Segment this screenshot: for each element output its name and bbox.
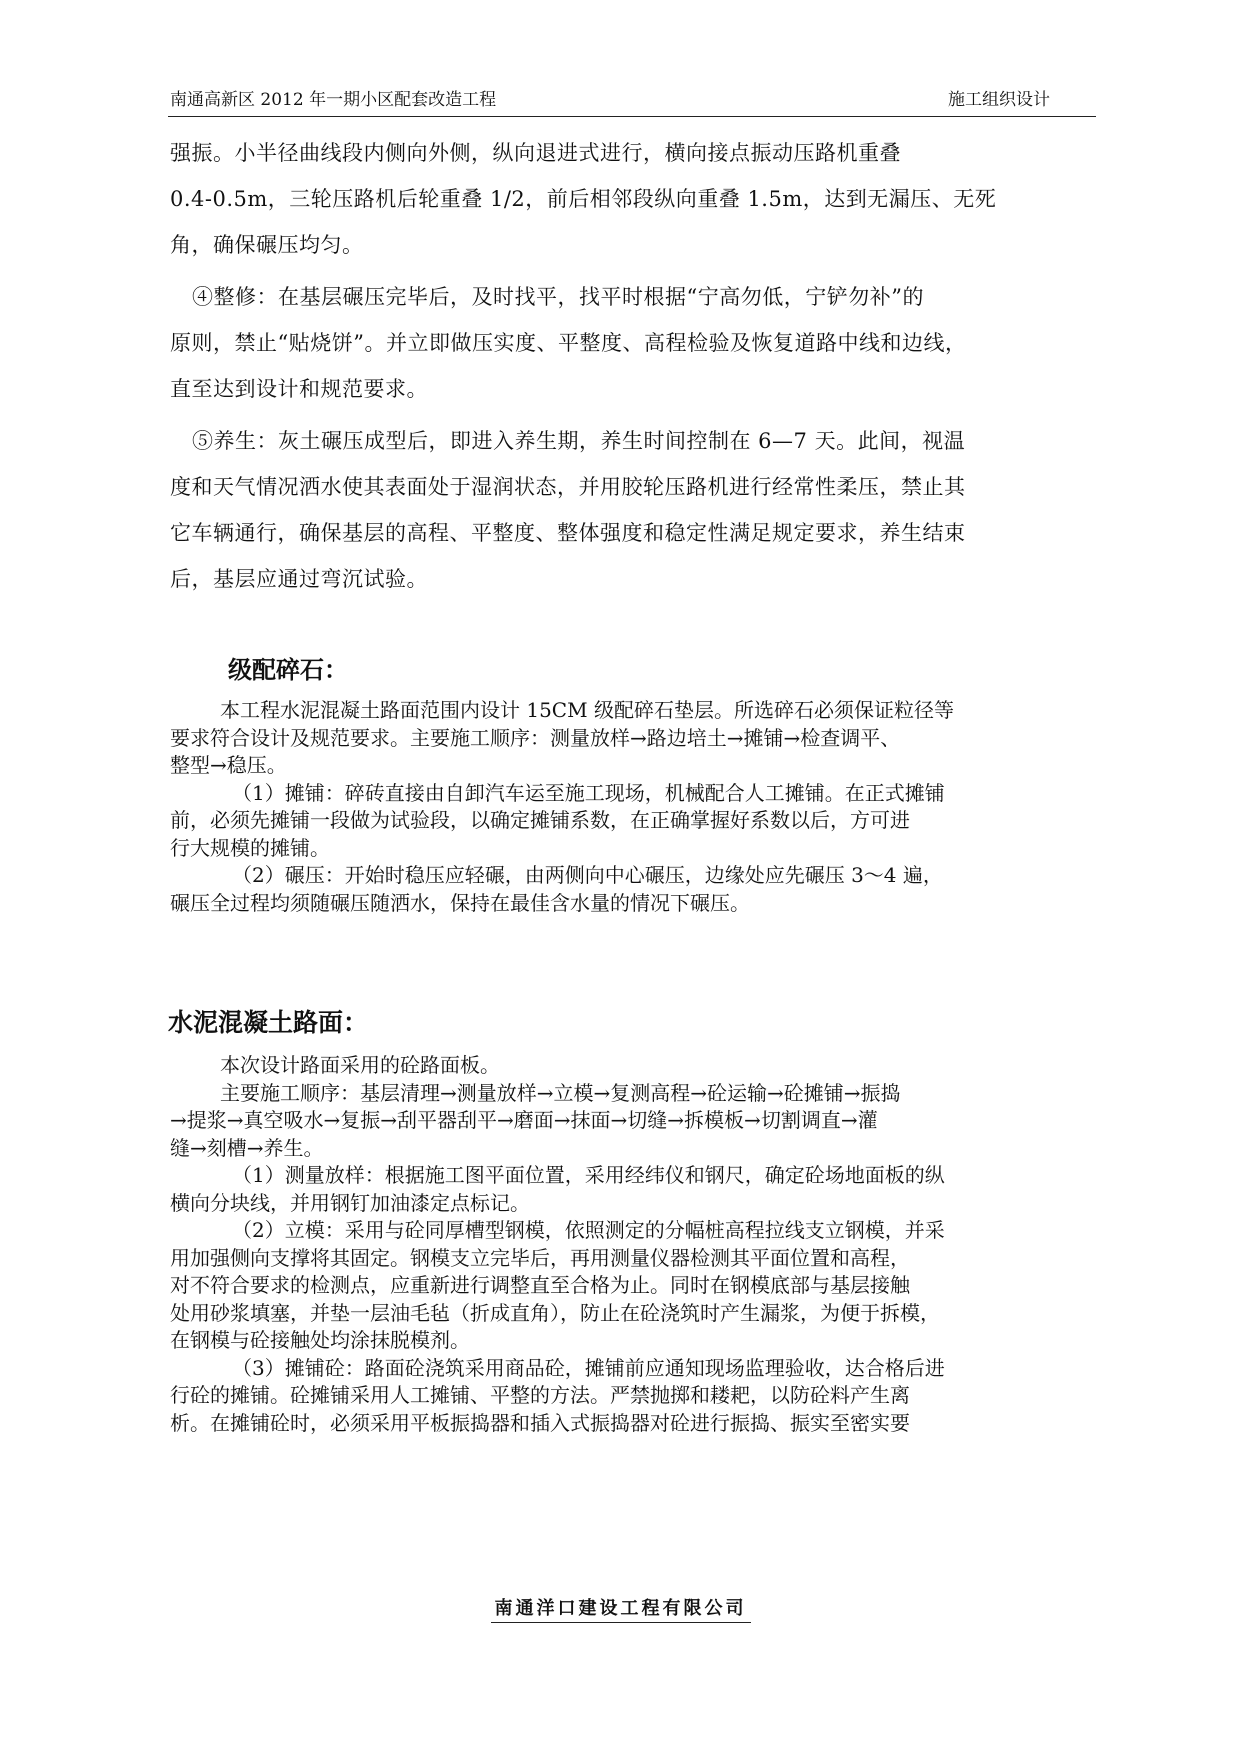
text-line: 要求符合设计及规范要求。主要施工顺序：测量放样→路边培土→摊铺→检查调平、 <box>170 725 901 750</box>
text-line: 在钢模与砼接触处均涂抹脱模剂。 <box>170 1328 470 1352</box>
footer-company-name: 南通洋口建设工程有限公司 <box>491 1594 751 1623</box>
text-line: 行砼的摊铺。砼摊铺采用人工摊铺、平整的方法。严禁抛掷和耧耙，以防砼料产生离 <box>170 1383 910 1407</box>
text-line: ④整修：在基层碾压完毕后，及时找平，找平时根据“宁高勿低，宁铲勿补”的 <box>192 285 924 309</box>
text-line: 处用砂浆填塞，并垫一层油毛毡（折成直角），防止在砼浇筑时产生漏浆，为便于拆模， <box>170 1300 940 1325</box>
text-line: 原则，禁止“贴烧饼”。并立即做压实度、平整度、高程检验及恢复道路中线和边线， <box>170 331 967 355</box>
text-line: （3）摊铺砼：路面砼浇筑采用商品砼，摊铺前应通知现场监理验收，达合格后进 <box>232 1355 945 1380</box>
text-line: 强振。小半径曲线段内侧向外侧，纵向退进式进行，横向接点振动压路机重叠 <box>170 141 901 165</box>
text-line: 度和天气情况洒水使其表面处于湿润状态，并用胶轮压路机进行经常性柔压，禁止其 <box>170 475 966 499</box>
text-line: →提浆→真空吸水→复振→刮平器刮平→磨面→抹面→切缝→拆模板→切割调直→灌 <box>170 1108 878 1132</box>
text-line: 缝→刻槽→养生。 <box>170 1135 324 1160</box>
header-doc-type: 施工组织设计 <box>948 90 1050 110</box>
section-heading-concrete-pavement: 水泥混凝土路面： <box>168 1008 369 1037</box>
section-graded-gravel-text <box>170 697 1098 917</box>
text-line: ⑤养生：灰土碾压成型后，即进入养生期，养生时间控制在 6—7 天。此间，视温 <box>192 429 966 453</box>
text-line: 角，确保碾压均匀。 <box>170 233 364 257</box>
text-line: 前，必须先摊铺一段做为试验段，以确定摊铺系数，在正确掌握好系数以后，方可进 <box>170 808 910 832</box>
text-line: 横向分块线，并用钢钉加油漆定点标记。 <box>170 1190 530 1215</box>
text-line: 后，基层应通过弯沉试验。 <box>170 567 428 591</box>
header-project-title: 南通高新区 2012 年一期小区配套改造工程 <box>170 90 497 110</box>
text-line: 碾压全过程均须随碾压随洒水，保持在最佳含水量的情况下碾压。 <box>170 890 750 915</box>
text-line: 整型→稳压。 <box>170 753 287 777</box>
text-line: 它车辆通行，确保基层的高程、平整度、整体强度和稳定性满足规定要求，养生结束 <box>170 521 966 545</box>
text-line: 本次设计路面采用的砼路面板。 <box>220 1053 500 1077</box>
text-line: 行大规模的摊铺。 <box>170 835 330 860</box>
text-line: （2）碾压：开始时稳压应轻碾，由两侧向中心碾压，边缘处应先碾压 3～4 遍， <box>232 863 943 887</box>
text-line: 析。在摊铺砼时，必须采用平板振捣器和插入式振捣器对砼进行振捣、振实至密实要 <box>170 1410 910 1435</box>
section-compaction-text <box>170 130 1098 602</box>
section-heading-graded-gravel: 级配碎石： <box>228 656 348 684</box>
text-line: 本工程水泥混凝土路面范围内设计 15CM 级配碎石垫层。所选碎石必须保证粒径等 <box>220 698 954 722</box>
text-line: 0.4-0.5m，三轮压路机后轮重叠 1/2，前后相邻段纵向重叠 1.5m，达到无漏压、无死 <box>170 187 997 211</box>
text-line: 主要施工顺序：基层清理→测量放样→立模→复测高程→砼运输→砼摊铺→振捣 <box>220 1080 901 1105</box>
text-line: 对不符合要求的检测点，应重新进行调整直至合格为止。同时在钢模底部与基层接触 <box>170 1273 910 1297</box>
page-footer <box>0 1594 1241 1623</box>
text-line: （2）立模：采用与砼同厚槽型钢模，依照测定的分幅桩高程拉线支立钢模，并采 <box>232 1218 945 1242</box>
section-concrete-pavement-text <box>170 1052 1098 1437</box>
page-header <box>168 88 1096 117</box>
text-line: （1）测量放样：根据施工图平面位置，采用经纬仪和钢尺，确定砼场地面板的纵 <box>232 1163 945 1187</box>
text-line: 直至达到设计和规范要求。 <box>170 377 428 401</box>
text-line: 用加强侧向支撑将其固定。钢模支立完毕后，再用测量仪器检测其平面位置和高程， <box>170 1245 910 1270</box>
text-line: （1）摊铺：碎砖直接由自卸汽车运至施工现场，机械配合人工摊铺。在正式摊铺 <box>232 780 945 805</box>
